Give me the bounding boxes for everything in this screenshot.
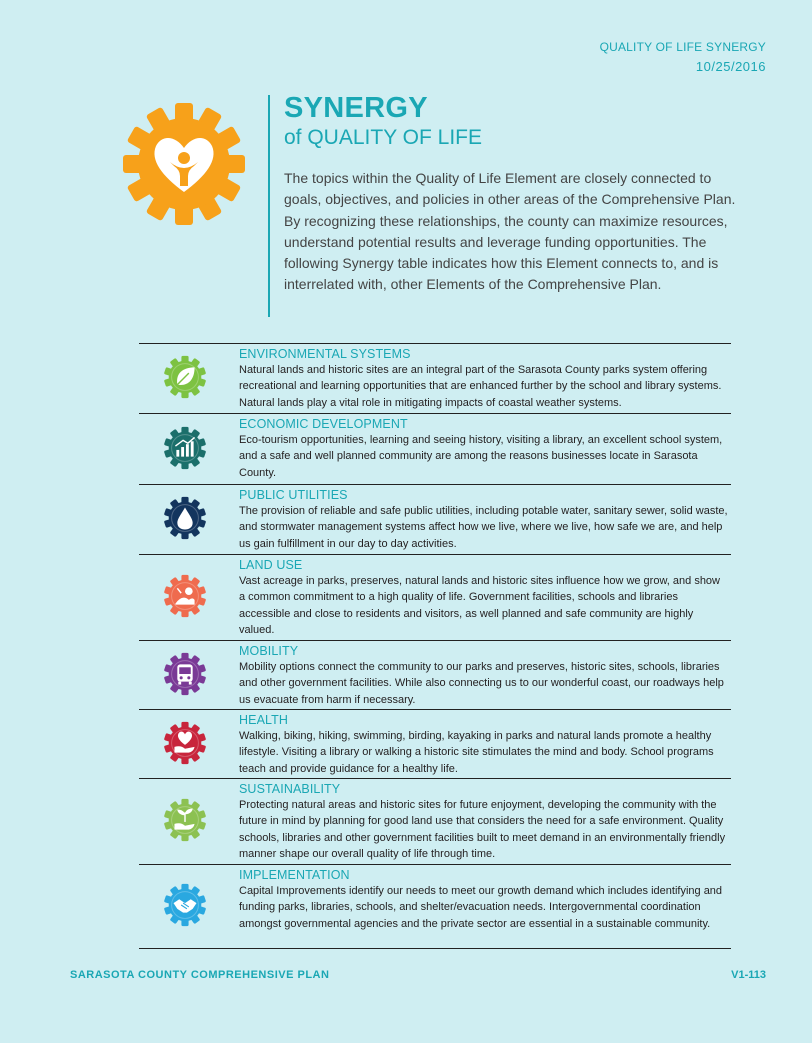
landscape-gear-icon xyxy=(162,573,208,619)
row-text xyxy=(239,347,729,411)
synergy-row xyxy=(139,344,731,414)
row-description: The provision of reliable and safe public utilities, including potable water, sanitary sewer, solid waste, and stormwater management systems affect how we live, where we live, how safe we are, and help us gain fulfillment in our day to day activities. xyxy=(239,505,728,550)
intro-divider xyxy=(268,95,270,317)
row-title: SUSTAINABILITY xyxy=(239,782,341,796)
synergy-row xyxy=(139,641,731,710)
row-text xyxy=(239,868,729,932)
row-title: LAND USE xyxy=(239,558,303,572)
handshake-gear-icon xyxy=(162,882,208,928)
row-description: Walking, biking, hiking, swimming, birding, kayaking in parks and natural lands promote a healthy lifestyle. Visiting a library or walking a historic site stimulates the mind and body. School programs teach and provide guidance for a healthy life. xyxy=(239,730,714,775)
quality-of-life-gear-icon xyxy=(122,102,246,226)
water-drop-gear-icon xyxy=(162,495,208,541)
section-label: QUALITY OF LIFE SYNERGY xyxy=(599,40,766,54)
row-description: Natural lands and historic sites are an integral part of the Sarasota County parks system offering recreational and learning opportunities that are enhanced further by the school and library systems. Natural lands play a vital role in mitigating impacts of coastal weather systems. xyxy=(239,364,722,409)
row-title: ENVIRONMENTAL SYSTEMS xyxy=(239,347,411,361)
bus-gear-icon xyxy=(162,651,208,697)
page-header xyxy=(600,38,766,76)
row-text xyxy=(239,782,729,862)
page-number: V1-113 xyxy=(731,969,766,981)
synergy-row xyxy=(139,485,731,555)
synergy-row xyxy=(139,414,731,485)
row-text xyxy=(239,644,729,708)
row-description: Protecting natural areas and historic sites for future enjoyment, developing the community with the future in mind by planning for good land use that considers the need for a safe environment. Quality schools, libraries and other government facilities built to meet demand in an environmentally friendly manner shape our overall quality of life through time. xyxy=(239,799,726,860)
row-description: Vast acreage in parks, preserves, natural lands and historic sites influence how we grow, and show a common commitment to a high quality of life. Government facilities, schools and libraries accessible and close to residents and visitors, as well planned and safe community are highly valued. xyxy=(239,575,720,636)
plant-hand-gear-icon xyxy=(162,797,208,843)
synergy-row xyxy=(139,555,731,641)
leaf-gear-icon xyxy=(162,354,208,400)
row-text xyxy=(239,417,729,481)
page-subtitle: of QUALITY OF LIFE xyxy=(284,126,483,149)
growth-chart-gear-icon xyxy=(162,425,208,471)
synergy-row xyxy=(139,779,731,865)
row-title: MOBILITY xyxy=(239,644,299,658)
row-title: PUBLIC UTILITIES xyxy=(239,488,348,502)
synergy-table xyxy=(139,343,731,949)
row-title: IMPLEMENTATION xyxy=(239,868,350,882)
intro-section xyxy=(284,92,744,296)
synergy-row xyxy=(139,865,731,949)
row-title: HEALTH xyxy=(239,713,288,727)
header-date: 10/25/2016 xyxy=(695,59,766,74)
row-text xyxy=(239,558,729,638)
row-description: Capital Improvements identify our needs to meet our growth demand which includes identifying and funding parks, libraries, schools, and shelter/evacuation needs. Intergovernmental coordination amongst governmental agencies and the private sector are essential in a sustainable community. xyxy=(239,885,723,930)
synergy-row xyxy=(139,710,731,779)
row-text xyxy=(239,488,729,552)
footer-plan-name: SARASOTA COUNTY COMPREHENSIVE PLAN xyxy=(70,969,330,981)
row-description: Eco-tourism opportunities, learning and seeing history, visiting a library, an excellent school system, and a safe and well planned community are among the reasons businesses locate in Sarasota County. xyxy=(239,434,723,479)
page-title: SYNERGY xyxy=(284,92,428,124)
row-description: Mobility options connect the community to our parks and preserves, historic sites, schools, libraries and other government facilities. While also connecting us to our wonderful coast, our roadways help us evacuate from harm if necessary. xyxy=(239,661,724,706)
row-text xyxy=(239,713,729,777)
row-title: ECONOMIC DEVELOPMENT xyxy=(239,417,408,431)
intro-paragraph: The topics within the Quality of Life Element are closely connected to goals, objectives, and policies in other areas of the Comprehensive Plan. By recognizing these relationships, the county can maximize resources, understand potential results and leverage funding opportunities. The following Synergy table indicates how this Element connects to, and is interrelated with, other Elements of the Comprehensive Plan. xyxy=(284,170,736,293)
heart-hand-gear-icon xyxy=(162,720,208,766)
